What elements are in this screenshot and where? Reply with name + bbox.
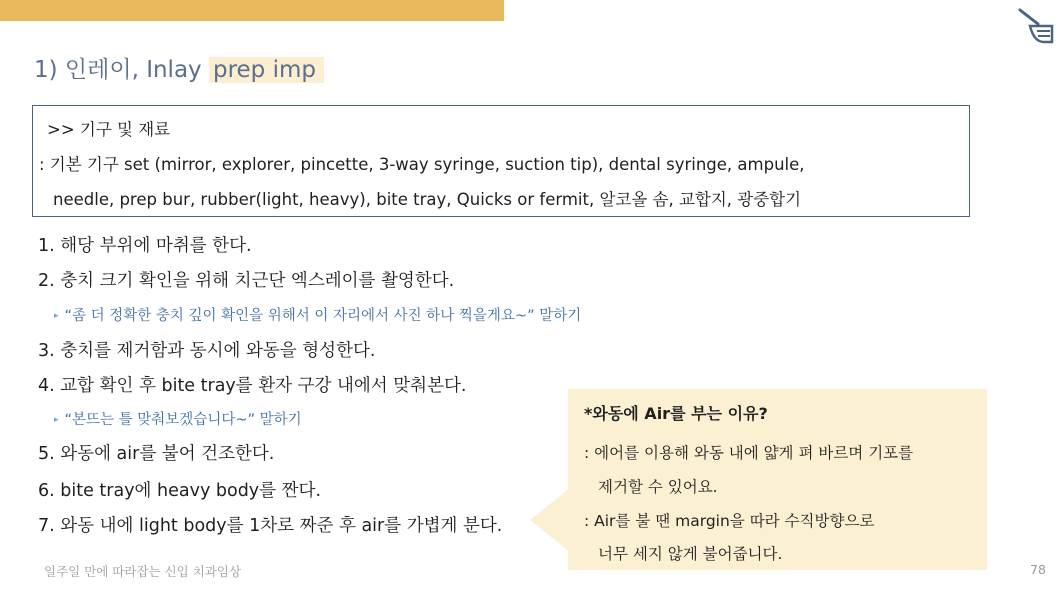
note-arrow-icon: ▸ — [54, 311, 59, 321]
dental-tool-logo-icon — [1016, 6, 1058, 46]
note-2 — [54, 408, 302, 429]
materials-heading: >> 기구 및 재료 — [47, 120, 171, 139]
callout-line-4: 너무 세지 않게 불어줍니다. — [598, 545, 783, 563]
step-6: 6. bite tray에 heavy body를 짠다. — [38, 481, 322, 501]
air-reason-callout — [568, 389, 987, 570]
step-5: 5. 와동에 air를 불어 건조한다. — [38, 444, 275, 464]
step-7: 7. 와동 내에 light body를 1차로 짜준 후 air를 가볍게 분다. — [38, 516, 503, 536]
step-3: 3. 충치를 제거함과 동시에 와동을 형성한다. — [38, 341, 376, 361]
callout-line-2: 제거할 수 있어요. — [598, 478, 718, 496]
page-title — [34, 52, 324, 88]
note-1-text: “좀 더 정확한 충치 깊이 확인을 위해서 이 자리에서 사진 하나 찍을게요~” 말하기 — [64, 308, 582, 324]
note-arrow-icon: ▸ — [54, 415, 59, 425]
materials-line-2: needle, prep bur, rubber(light, heavy), bite tray, Quicks or fermit, 알코올 솜, 교합지, 광중합기 — [53, 190, 802, 209]
title-main: 1) 인레이, Inlay — [34, 57, 202, 83]
materials-line-1: : 기본 기구 set (mirror, explorer, pincette, 3-way syringe, suction tip), dental syringe, ampule, — [39, 155, 805, 174]
title-highlight: prep imp — [209, 57, 324, 83]
note-2-text: “본뜨는 틀 맞춰보겠습니다~” 말하기 — [64, 412, 302, 428]
callout-line-1: : 에어를 이용해 와동 내에 얇게 펴 바르며 기포를 — [584, 444, 914, 462]
top-accent-bar — [0, 0, 504, 21]
callout-heading: *와동에 Air를 부는 이유? — [584, 404, 768, 423]
step-1: 1. 해당 부위에 마취를 한다. — [38, 236, 252, 256]
page-number: 78 — [1030, 562, 1046, 577]
footer-text: 일주일 만에 따라잡는 신입 치과임상 — [44, 564, 242, 579]
step-2: 2. 충치 크기 확인을 위해 치근단 엑스레이를 촬영한다. — [38, 271, 455, 291]
callout-pointer — [530, 488, 570, 552]
note-1 — [54, 304, 581, 325]
step-4: 4. 교합 확인 후 bite tray를 환자 구강 내에서 맞춰본다. — [38, 376, 467, 396]
callout-line-3: : Air를 불 땐 margin을 따라 수직방향으로 — [584, 512, 875, 530]
materials-box — [32, 105, 970, 217]
